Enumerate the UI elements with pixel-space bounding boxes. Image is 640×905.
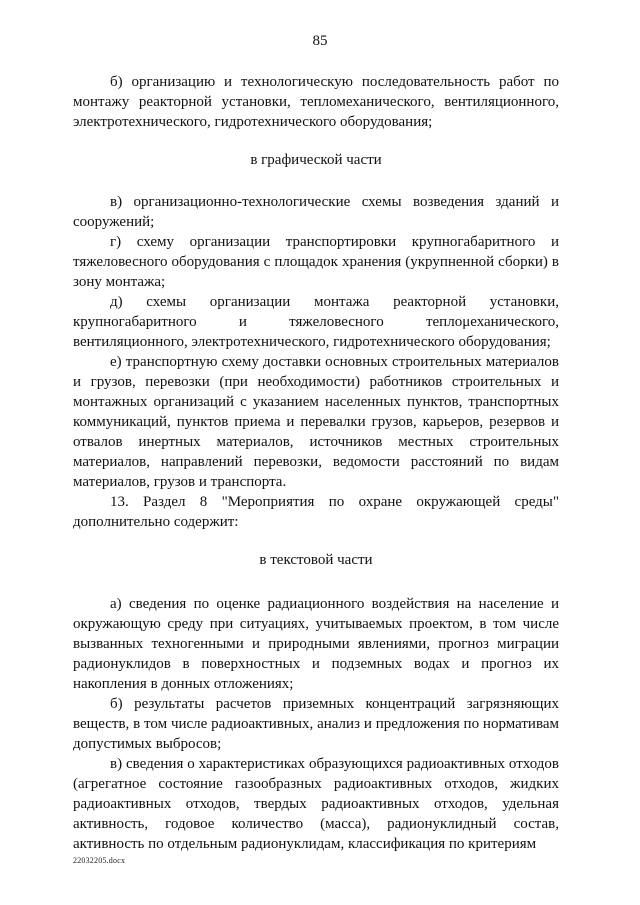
paragraph-v-schemes: в) организационно-технологические схемы возведения зданий и сооружений;: [73, 194, 559, 230]
paragraph-b-organization: б) организацию и технологическую последовательность работ по монтажу реакторной установки, тепломеханического, вентиляционного, электротехнического, гидротехнического оборудования;: [73, 74, 559, 130]
page-number: 85: [312, 33, 328, 49]
paragraph-d-installation-schemes: д) схемы организации монтажа реакторной установки, крупногабаритного и тяжеловесного теплομеханического, вентиляционного, электротехнического, гидротехнического оборудования;: [73, 294, 559, 350]
paragraph-b-calculation-results: б) результаты расчетов приземных концентраций загрязняющих веществ, в том числе радиоактивных, анализ и предложения по нормативам допустимых выбросов;: [73, 696, 559, 752]
paragraph-section-13: 13. Раздел 8 "Мероприятия по охране окружающей среды" дополнительно содержит:: [73, 494, 559, 530]
heading-graphic-part: в графической части: [250, 152, 382, 168]
paragraph-a-radiation-assessment: а) сведения по оценке радиационного воздействия на население и окружающую среду при ситуациях, учитываемых проектом, в том числе вызванных техногенными и природными явлениями, прогноз миграции радионуклидов в поверхностных и подземных водах и прогноз их накопления в донных отложениях;: [73, 596, 559, 692]
footer-filename: 22032205.docx: [73, 856, 126, 865]
heading-text-part: в текстовой части: [259, 552, 373, 568]
paragraph-e-delivery-scheme: е) транспортную схему доставки основных строительных материалов и грузов, перевозки (при необходимости) работников строительных и монтажных организаций с указанием населенных пунктов, транспортных коммуникаций, пунктов приема и перевалки грузов, карьеров, резервов и отвалов инертных материалов, источников местных строительных материалов, направлений перевозки, ведомости расстояний по видам материалов, грузов и транспорта.: [73, 354, 559, 490]
paragraph-v-waste-characteristics: в) сведения о характеристиках образующихся радиоактивных отходов (агрегатное состояние газообразных радиоактивных отходов, жидких радиоактивных отходов, твердых радиоактивных отходов, удельная активность, годовое количество (масса), радионуклидный состав, активность по отдельным радионуклидам, классификация по критериям: [73, 756, 559, 852]
document-body: [73, 72, 559, 854]
paragraph-g-transport-scheme: г) схему организации транспортировки крупногабаритного и тяжеловесного оборудования с площадок хранения (укрупненной сборки) в зону монтажа;: [73, 234, 559, 290]
